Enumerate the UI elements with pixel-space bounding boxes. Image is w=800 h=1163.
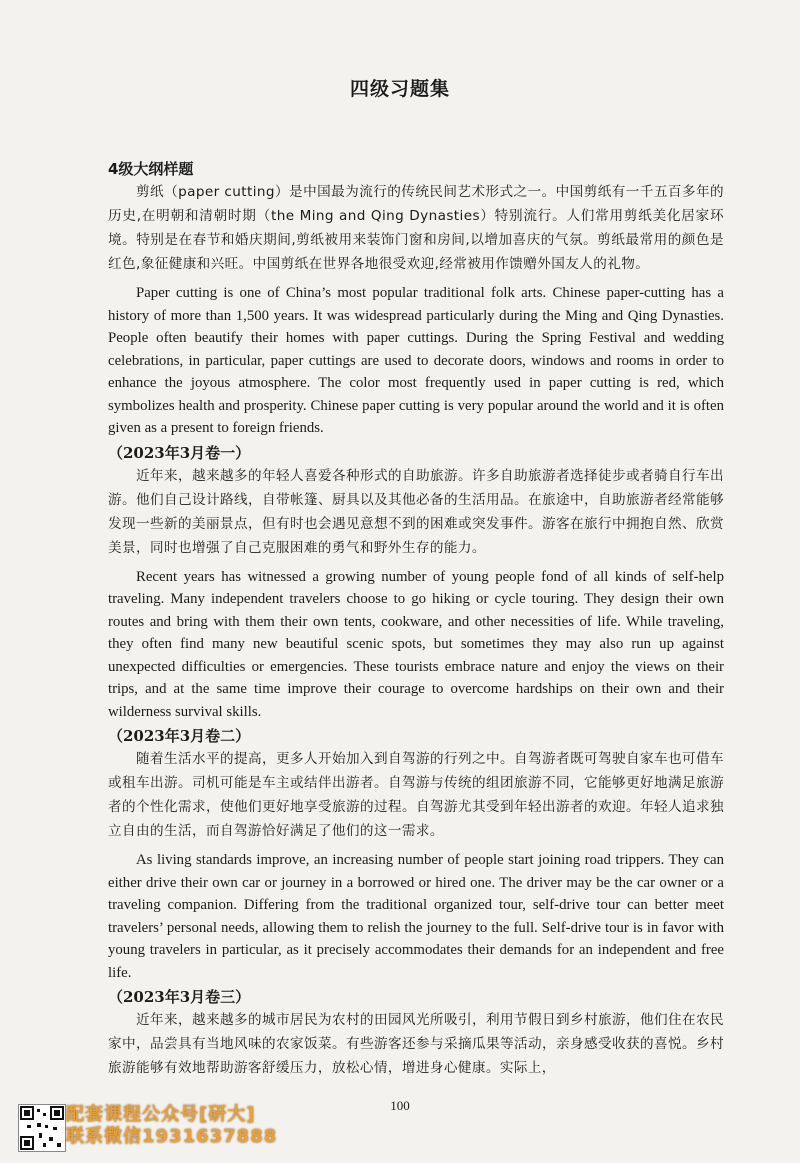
watermark-line-2: 联系微信1931637888 (66, 1126, 278, 1147)
section-heading-2023-1: （2023年3月卷一） (108, 443, 251, 462)
chinese-passage: 近年来，越来越多的城市居民为农村的田园风光所吸引，利用节假日到乡村旅游，他们住在农民家中，品尝具有当地风味的农家饭菜。有些游客还参与采摘瓜果等活动，亲身感受收获的喜悦。乡村旅游能够有效地帮助游客舒缓压力，放松心情，增进身心健康。实际上， (108, 1012, 724, 1076)
page-title: 四级习题集 (349, 78, 450, 100)
english-translation: As living standards improve, an increasing number of people start joining road trippers. They can either drive their own car or journey in a borrowed or hired one. The driver may be the car owner or a traveling companion. Differing from the traditional organized tour, self-drive tour can better meet travelers’ personal needs, allowing them to relish the journey to the full. Self-drive tour is in favor with young travelers in particular, as it precisely accommodates their demands for an independent and free life. (108, 852, 724, 981)
watermark-line-1: 配套课程公众号[研大] (66, 1104, 256, 1125)
page-number: 100 (390, 1098, 410, 1113)
qr-code-icon (18, 1104, 66, 1152)
chinese-passage: 剪纸（paper cutting）是中国最为流行的传统民间艺术形式之一。中国剪纸有一千五百多年的历史,在明朝和清朝时期（the Ming and Qing Dynasties）特别流行。人们常用剪纸美化居家环境。特别是在春节和婚庆期间,剪纸被用来装饰门窗和房间,以增加喜庆的气氛。剪纸最常用的颜色是红色,象征健康和兴旺。中国剪纸在世界各地很受欢迎,经常被用作馈赠外国友人的礼物。 (108, 184, 724, 272)
watermark (66, 1104, 316, 1152)
section-heading-2023-3: （2023年3月卷三） (108, 988, 251, 1006)
section-heading-sample: 4级大纲样题 (108, 160, 194, 178)
english-translation: Recent years has witnessed a growing number of young people fond of all kinds of self-help traveling. Many independent travelers choose to go hiking or cycle touring. They design their own routes and bring with them their own tents, cookware, and other necessities of life. While traveling, they often find many new beautiful scenic spots, but sometimes they may also run up against unexpected difficulties or emergencies. These tourists embrace nature and enjoy the views on their trips, and at the same time improve their courage to overcome hardships on their own and their wilderness survival skills. (108, 568, 724, 720)
page-content (108, 158, 724, 1080)
chinese-passage: 近年来，越来越多的年轻人喜爱各种形式的自助旅游。许多自助旅游者选择徒步或者骑自行车出游。他们自己设计路线，自带帐篷、厨具以及其他必备的生活用品。在旅途中，自助旅游者经常能够发现一些新的美丽景点，但有时也会遇见意想不到的困难或突发事件。游客在旅行中拥抱自然、欣赏美景，同时也增强了自己克服困难的勇气和野外生存的能力。 (108, 467, 724, 556)
chinese-passage: 随着生活水平的提高，更多人开始加入到自驾游的行列之中。自驾游者既可驾驶自家车也可借车或租车出游。司机可能是车主或结伴出游者。自驾游与传统的组团旅游不同，它能够更好地满足旅游者的个性化需求，使他们更好地享受旅游的过程。自驾游尤其受到年轻出游者的欢迎。年轻人追求独立自由的生活，而自驾游恰好满足了他们的这一需求。 (108, 751, 724, 839)
section-heading-2023-2: （2023年3月卷二） (108, 727, 251, 745)
english-translation: Paper cutting is one of China’s most popular traditional folk arts. Chinese paper-cutting has a history of more than 1,500 years. It was widespread particularly during the Ming and Qing Dynasties. People often beautify their homes with paper cuttings. During the Spring Festival and wedding celebrations, in particular, paper cuttings are used to decorate doors, windows and rooms in order to enhance the joyous atmosphere. The color most frequently used in paper cutting is red, which symbolizes health and prosperity. Chinese paper cutting is very popular around the world and it is often given as a present to foreign friends. (108, 285, 724, 436)
